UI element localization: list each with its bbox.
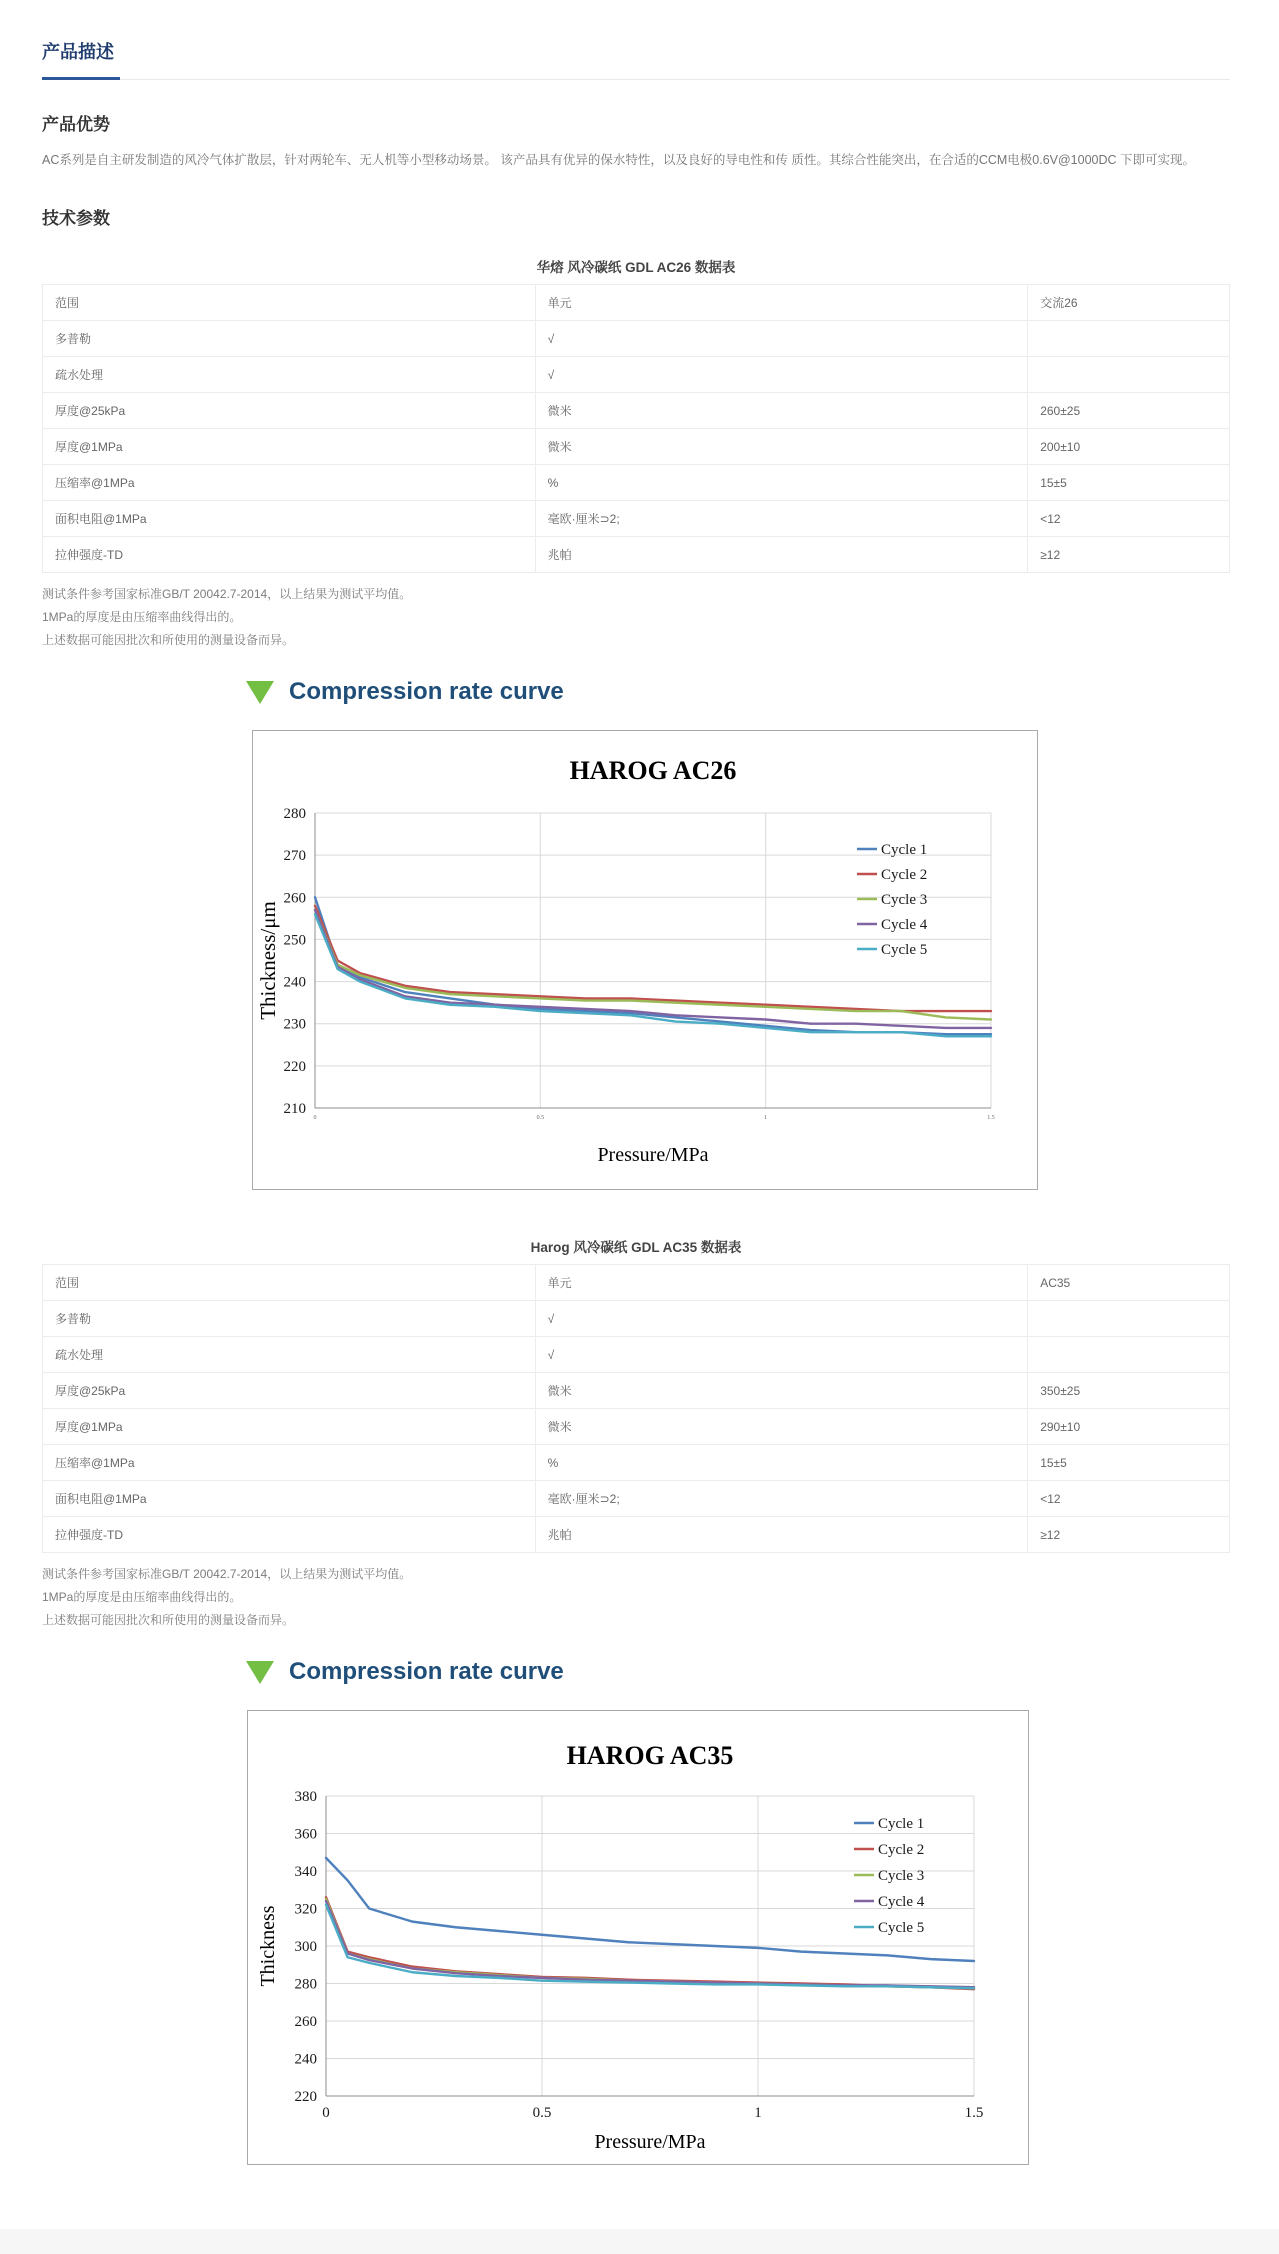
table-cell: √	[535, 357, 1028, 393]
table-cell: 290±10	[1028, 1409, 1230, 1445]
table-cell: 拉伸强度-TD	[43, 1517, 536, 1553]
advantage-section-title: 产品优势	[42, 115, 110, 134]
compression-chart-ac35	[247, 1710, 1029, 2165]
svg-text:240: 240	[294, 2051, 317, 2068]
table-cell: 15±5	[1028, 465, 1230, 501]
svg-text:360: 360	[294, 1826, 317, 1843]
table-cell: 面积电阻@1MPa	[43, 501, 536, 537]
table-cell: %	[535, 1445, 1028, 1481]
table-row	[43, 1409, 1230, 1445]
footer-strip	[0, 2229, 1279, 2254]
table-cell: 15±5	[1028, 1445, 1230, 1481]
table-cell: ≥12	[1028, 537, 1230, 573]
advantage-paragraph: AC系列是自主研发制造的风冷气体扩散层，针对两轮车、无人机等小型移动场景。 该产品具有优异的保水特性，以及良好的导电性和传 质性。其综合性能突出，在合适的CCM电极0.6V@1000DC 下即可实现。	[42, 153, 1196, 167]
svg-text:Cycle 1: Cycle 1	[881, 842, 928, 858]
table-cell: √	[535, 321, 1028, 357]
spec-table-ac35	[42, 1264, 1230, 1553]
chart-canvas	[253, 731, 1037, 1189]
svg-text:Thickness/μm: Thickness/μm	[256, 901, 280, 1020]
table-cell	[1028, 1337, 1230, 1373]
table-cell: 微米	[535, 393, 1028, 429]
table-cell: 压缩率@1MPa	[43, 1445, 536, 1481]
table-cell: √	[535, 1301, 1028, 1337]
table-cell: 200±10	[1028, 429, 1230, 465]
table-row	[43, 501, 1230, 537]
table-row	[43, 285, 1230, 321]
table-row	[43, 357, 1230, 393]
spec-notes-ac35	[42, 1563, 1230, 1632]
svg-text:280: 280	[283, 806, 306, 822]
table-cell: 疏水处理	[43, 357, 536, 393]
curve-section-heading	[246, 678, 1230, 706]
table-row	[43, 537, 1230, 573]
spec-notes-ac26	[42, 583, 1230, 652]
svg-text:340: 340	[294, 1864, 317, 1880]
svg-text:HAROG AC35: HAROG AC35	[566, 1741, 734, 1770]
note-line: 测试条件参考国家标准GB/T 20042.7-2014，以上结果为测试平均值。	[42, 1567, 412, 1581]
curve-section-heading-2	[246, 1658, 1230, 1686]
table-cell: 多普勒	[43, 1301, 536, 1337]
svg-text:1.5: 1.5	[987, 1115, 995, 1121]
table-cell: 范围	[43, 285, 536, 321]
table-cell: 交流26	[1028, 285, 1230, 321]
table-row	[43, 1373, 1230, 1409]
svg-text:Cycle 1: Cycle 1	[878, 1816, 925, 1832]
svg-text:Cycle 3: Cycle 3	[881, 892, 928, 908]
table-cell: 兆帕	[535, 1517, 1028, 1553]
table-row	[43, 1445, 1230, 1481]
chart-canvas	[248, 1711, 1028, 2164]
svg-text:250: 250	[283, 932, 306, 949]
svg-text:0: 0	[322, 2105, 330, 2121]
svg-text:220: 220	[294, 2089, 317, 2105]
table-cell: 多普勒	[43, 321, 536, 357]
svg-text:Cycle 4: Cycle 4	[881, 917, 928, 933]
svg-text:1: 1	[754, 2105, 762, 2121]
table-cell: 毫欧·厘米⊃2;	[535, 501, 1028, 537]
svg-text:Cycle 3: Cycle 3	[878, 1868, 925, 1884]
spec-table-caption-ac26: 华熔 风冷碳纸 GDL AC26 数据表	[536, 260, 736, 275]
table-cell: 拉伸强度-TD	[43, 537, 536, 573]
svg-text:HAROG AC26: HAROG AC26	[569, 756, 737, 785]
svg-text:260: 260	[283, 890, 306, 907]
table-cell: 单元	[535, 1265, 1028, 1301]
svg-text:Cycle 2: Cycle 2	[881, 867, 928, 883]
compression-chart-ac26	[252, 730, 1038, 1190]
table-row	[43, 1481, 1230, 1517]
table-cell: 疏水处理	[43, 1337, 536, 1373]
table-row	[43, 465, 1230, 501]
svg-text:Thickness: Thickness	[257, 1905, 279, 1987]
page-header	[42, 38, 1230, 80]
table-cell	[1028, 321, 1230, 357]
table-row	[43, 1517, 1230, 1553]
spec-table-ac26	[42, 284, 1230, 573]
svg-text:280: 280	[294, 1976, 317, 1993]
svg-text:1: 1	[764, 1115, 768, 1121]
svg-text:210: 210	[283, 1101, 306, 1117]
svg-text:300: 300	[294, 1939, 317, 1955]
table-row	[43, 321, 1230, 357]
note-line: 1MPa的厚度是由压缩率曲线得出的。	[42, 610, 242, 624]
svg-text:1.5: 1.5	[964, 2105, 984, 2121]
svg-text:220: 220	[283, 1058, 306, 1075]
svg-text:230: 230	[283, 1016, 306, 1033]
table-cell: 兆帕	[535, 537, 1028, 573]
table-cell: 单元	[535, 285, 1028, 321]
svg-text:260: 260	[294, 2014, 317, 2030]
table-cell: %	[535, 465, 1028, 501]
table-cell: 厚度@25kPa	[43, 393, 536, 429]
note-line: 1MPa的厚度是由压缩率曲线得出的。	[42, 1590, 242, 1604]
note-line: 上述数据可能因批次和所使用的测量设备而异。	[42, 633, 295, 647]
table-cell: 微米	[535, 429, 1028, 465]
svg-text:240: 240	[283, 974, 306, 991]
svg-text:0.5: 0.5	[532, 2105, 552, 2121]
spec-table-caption-ac35: Harog 风冷碳纸 GDL AC35 数据表	[530, 1240, 742, 1255]
tech-section-title: 技术参数	[42, 209, 110, 228]
svg-text:380: 380	[294, 1789, 317, 1805]
triangle-down-icon	[246, 681, 274, 704]
table-cell: 260±25	[1028, 393, 1230, 429]
table-cell: ≥12	[1028, 1517, 1230, 1553]
note-line: 上述数据可能因批次和所使用的测量设备而异。	[42, 1613, 295, 1627]
table-cell: 面积电阻@1MPa	[43, 1481, 536, 1517]
svg-text:0.5: 0.5	[536, 1115, 545, 1121]
svg-text:Cycle 5: Cycle 5	[878, 1920, 925, 1936]
table-cell: <12	[1028, 1481, 1230, 1517]
table-cell	[1028, 1301, 1230, 1337]
table-row	[43, 429, 1230, 465]
table-row	[43, 1337, 1230, 1373]
triangle-down-icon	[246, 1661, 274, 1684]
table-cell	[1028, 357, 1230, 393]
svg-text:Cycle 4: Cycle 4	[878, 1894, 925, 1910]
table-cell: <12	[1028, 501, 1230, 537]
svg-text:270: 270	[283, 848, 306, 865]
svg-text:Pressure/MPa: Pressure/MPa	[594, 2131, 706, 2153]
table-cell: 范围	[43, 1265, 536, 1301]
svg-text:320: 320	[294, 1901, 317, 1918]
table-cell: 厚度@1MPa	[43, 1409, 536, 1445]
table-cell: 350±25	[1028, 1373, 1230, 1409]
table-cell: AC35	[1028, 1265, 1230, 1301]
note-line: 测试条件参考国家标准GB/T 20042.7-2014，以上结果为测试平均值。	[42, 587, 412, 601]
table-cell: 微米	[535, 1409, 1028, 1445]
svg-text:Cycle 5: Cycle 5	[881, 942, 928, 958]
svg-text:0: 0	[313, 1115, 317, 1121]
svg-text:Pressure/MPa: Pressure/MPa	[597, 1144, 709, 1166]
table-row	[43, 393, 1230, 429]
table-cell: 厚度@1MPa	[43, 429, 536, 465]
table-cell: 毫欧·厘米⊃2;	[535, 1481, 1028, 1517]
table-cell: √	[535, 1337, 1028, 1373]
table-cell: 厚度@25kPa	[43, 1373, 536, 1409]
curve-heading-label: Compression rate curve	[289, 678, 564, 705]
table-row	[43, 1265, 1230, 1301]
curve-heading-label: Compression rate curve	[289, 1658, 564, 1685]
table-cell: 压缩率@1MPa	[43, 465, 536, 501]
svg-text:Cycle 2: Cycle 2	[878, 1842, 925, 1858]
page-title: 产品描述	[42, 38, 120, 80]
table-cell: 微米	[535, 1373, 1028, 1409]
table-row	[43, 1301, 1230, 1337]
